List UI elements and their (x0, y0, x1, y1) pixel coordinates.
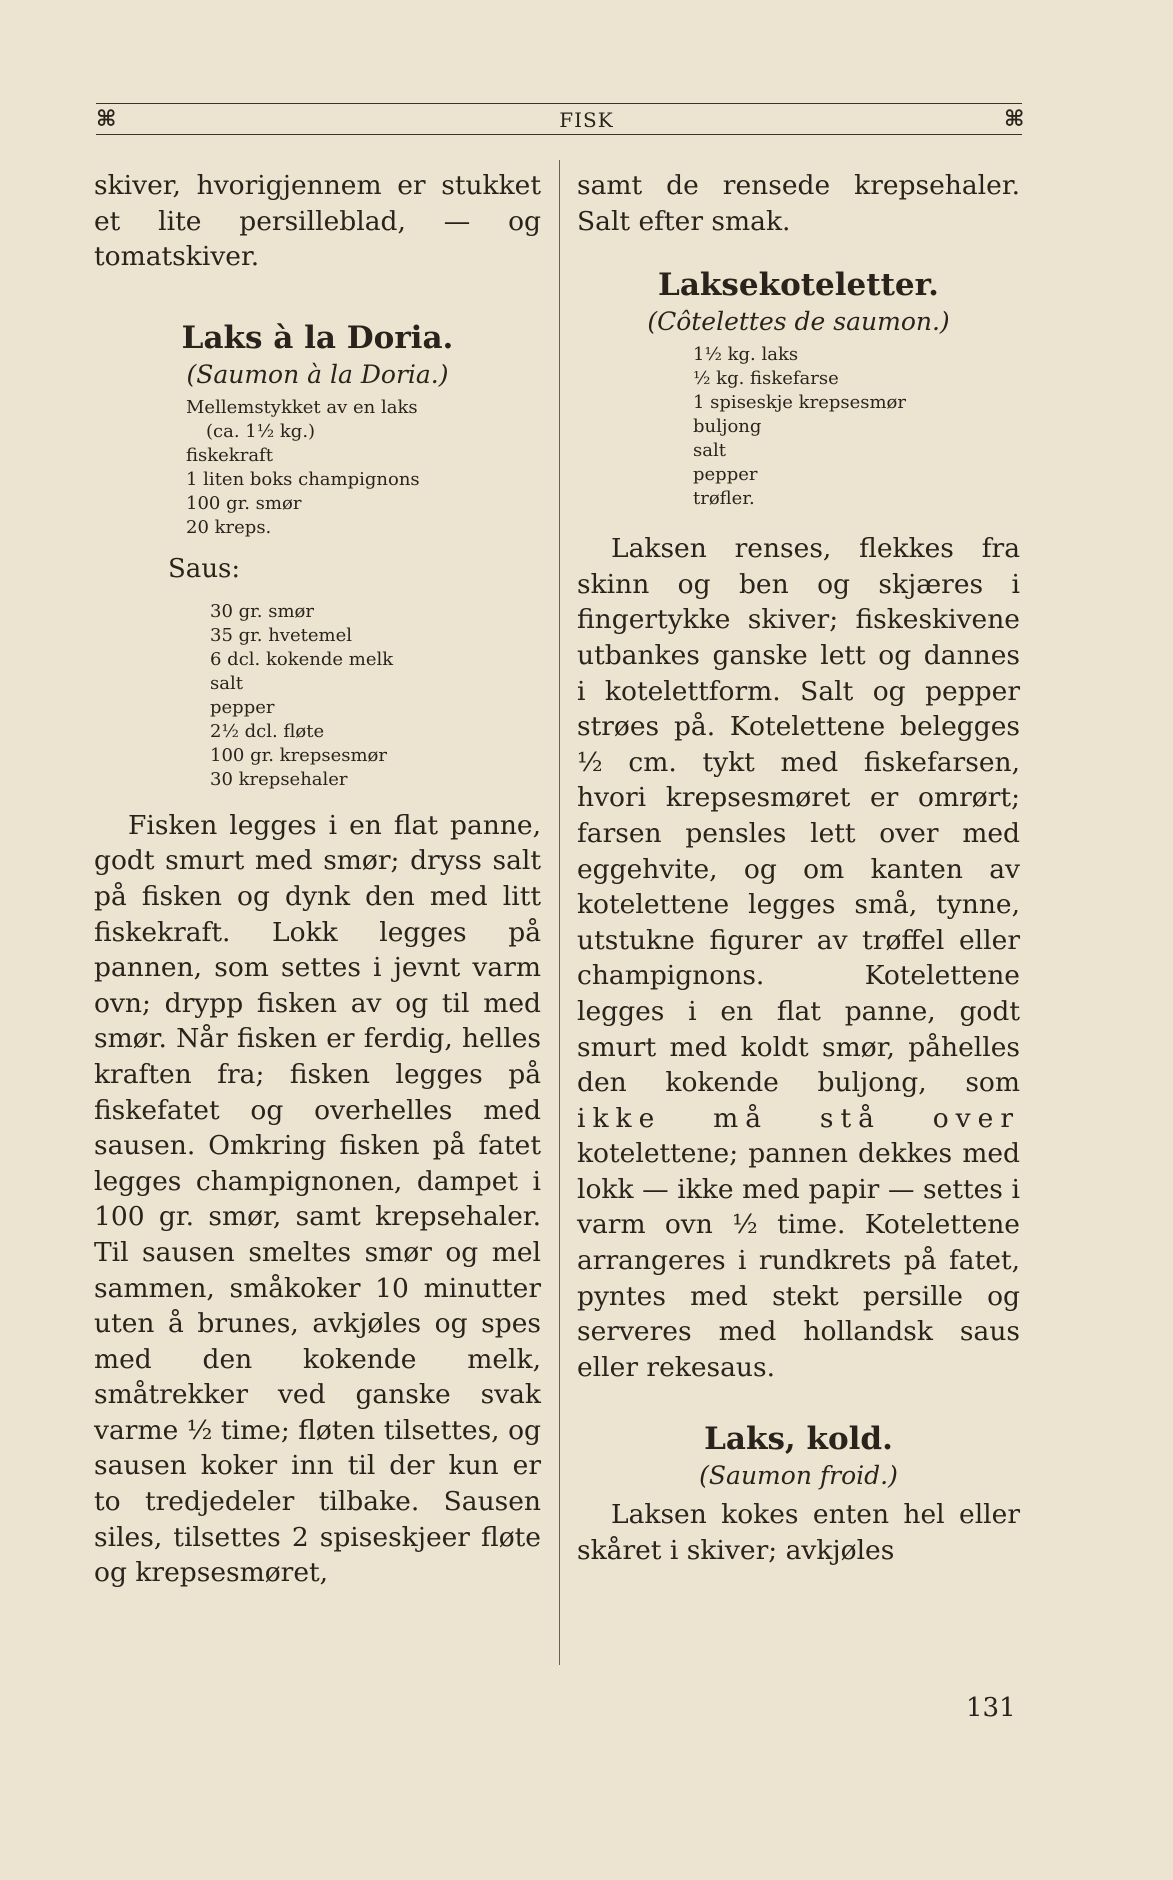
right-column (577, 168, 1020, 1569)
ingredient-list (693, 343, 1020, 511)
recipe-subtitle: (Côtelettes de saumon.) (647, 307, 950, 337)
ingredient-item: 30 gr. smør (210, 600, 314, 622)
header-ornament-left: ⌘ (96, 106, 117, 132)
ingredient-item: pepper (693, 464, 758, 486)
header-rule-bottom (96, 134, 1022, 135)
ingredient-item: 100 gr. krepsesmør (210, 744, 387, 766)
ingredient-item: 1½ kg. laks (693, 344, 799, 366)
recipe-title: Laks à la Doria. (181, 319, 454, 356)
method-text: kotelettene; pannen dekkes med lokk — ikke med papir — settes i varm ovn ½ time. Kotelettene arrangeres i rundkrets på fatet, pyntes med stekt persille og serveres med hollandsk saus eller rekesaus. (577, 1138, 1020, 1383)
sauce-heading: Saus: (168, 553, 241, 584)
page-number: 131 (966, 1693, 1016, 1723)
ingredient-list (186, 396, 541, 540)
ingredient-item: 6 dcl. kokende melk (210, 648, 394, 670)
ingredient-item: (ca. 1½ kg.) (206, 420, 316, 442)
header-rule-top (96, 103, 1022, 104)
column-divider (559, 160, 560, 1665)
ingredient-item: trøfler. (693, 488, 755, 510)
ingredient-item: 1 spiseskje krepsesmør (693, 392, 907, 414)
ingredient-item: 35 gr. hvetemel (210, 624, 352, 646)
continuation-paragraph: samt de rensede krepsehaler. Salt efter smak. (577, 170, 1020, 237)
ingredient-item: fiskekraft (186, 444, 273, 466)
intro-paragraph: skiver, hvorigjennem er stukket et lite persilleblad, — og tomatskiver. (94, 170, 541, 273)
recipe-subtitle: (Saumon à la Doria.) (186, 359, 449, 389)
emphasized-text: ikke må stå over (577, 1102, 1020, 1134)
ingredient-item: 100 gr. smør (186, 492, 302, 514)
method-paragraph (577, 531, 1020, 1385)
ingredient-item: 20 kreps. (186, 516, 272, 538)
ingredient-item: Mellemstykket av en laks (186, 396, 418, 418)
header-ornament-right: ⌘ (1004, 106, 1025, 132)
left-column (94, 168, 541, 1591)
sauce-ingredient-list (210, 600, 541, 792)
recipe-title: Laks, kold. (704, 1421, 893, 1458)
method-paragraph: Fisken legges i en flat panne, godt smurt med smør; dryss salt på fisken og dynk den med litt fiskekraft. Lokk legges på pannen, som settes i jevnt varm ovn; drypp fisken av og til med smør. Når fisken er ferdig, helles kraften fra; fisken legges på fiskefatet og overhelles med sausen. Omkring fisken på fatet legges champignonen, dampet i 100 gr. smør, samt krepsehaler. Til sausen smeltes smør og mel sammen, småkoker 10 minutter uten å brunes, avkjøles og spes med den kokende melk, småtrekker ved ganske svak varme ½ time; fløten tilsettes, og sausen koker inn til der kun er to tredjedeler tilbake. Sausen siles, tilsettes 2 spiseskjeer fløte og krepsesmøret, (94, 809, 541, 1589)
ingredient-item: salt (210, 672, 243, 694)
recipe-subtitle: (Saumon froid.) (699, 1461, 898, 1491)
ingredient-item: 2½ dcl. fløte (210, 720, 325, 742)
ingredient-item: 30 krepsehaler (210, 768, 348, 790)
ingredient-item: pepper (210, 696, 275, 718)
ingredient-item: buljong (693, 416, 762, 438)
running-header: FISK (559, 108, 614, 132)
ingredient-item: salt (693, 440, 726, 462)
method-paragraph: Laksen kokes enten hel eller skåret i skiver; avkjøles (577, 1499, 1020, 1567)
ingredient-item: ½ kg. fiskefarse (693, 368, 839, 390)
method-text: Laksen renses, flekkes fra skinn og ben og skjæres i fingertykke skiver; fiskeskivene utbankes ganske lett og dannes i kotelettform. Salt og pepper strøes på. Kotelettene belegges ½ cm. tykt med fiskefarsen, hvori krepsesmøret er omrørt; farsen pensles lett over med eggehvite, og om kanten av kotelettene legges små, tynne, utstukne figurer av trøffel eller champignons. Kotelettene legges i en flat panne, godt smurt med koldt smør, påhelles den kokende buljong, som (577, 533, 1020, 1099)
recipe-title: Laksekoteletter. (658, 267, 939, 304)
ingredient-item: 1 liten boks champignons (186, 468, 420, 490)
